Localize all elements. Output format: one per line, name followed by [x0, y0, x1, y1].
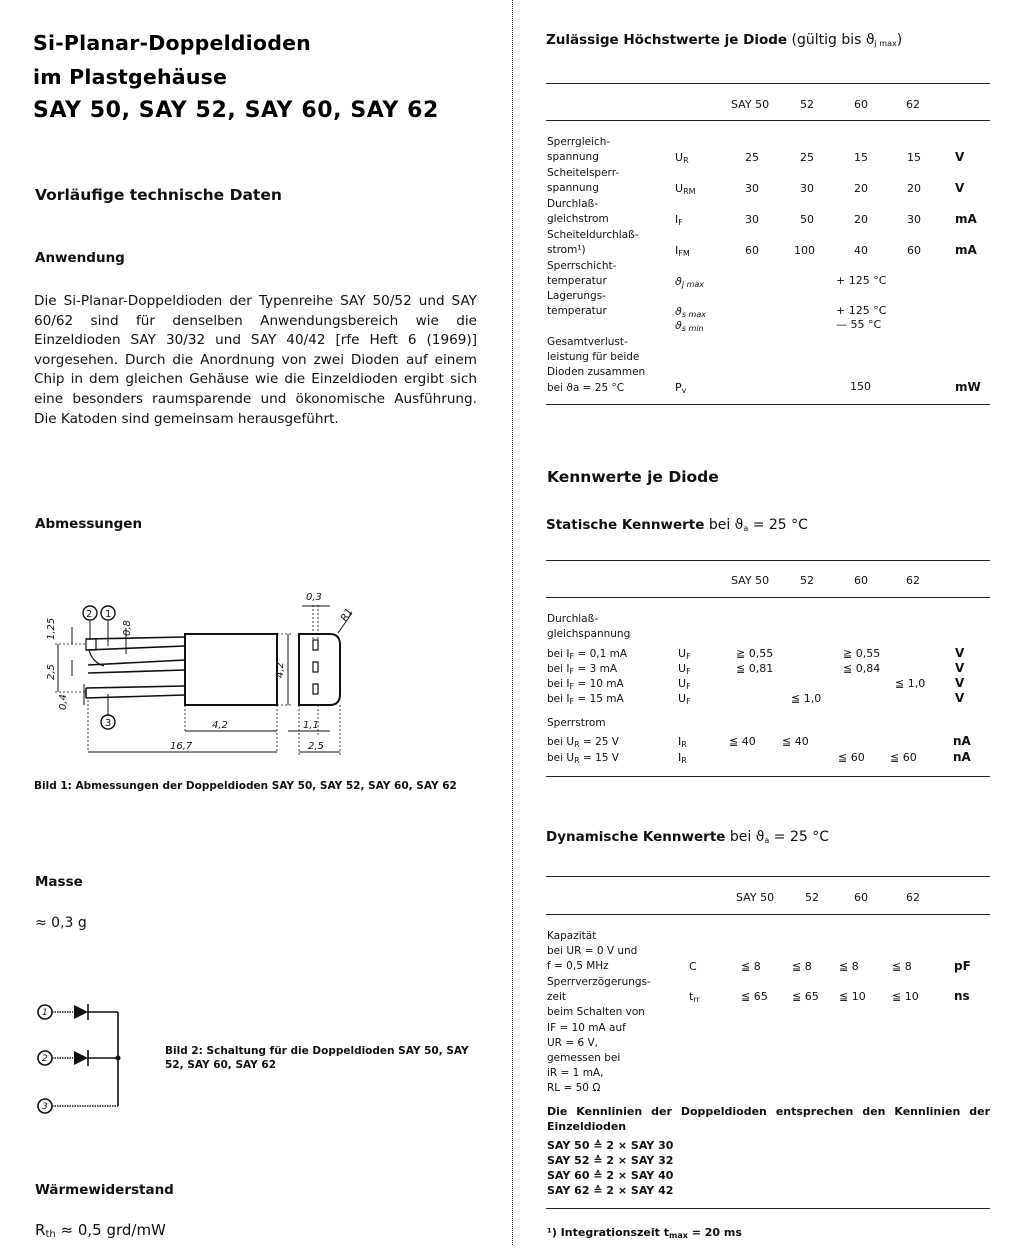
dim-0-3: 0,3 — [306, 592, 322, 603]
static-uf-row-1-symbol: $U_F$ — [678, 647, 691, 661]
static-ir-row-1-52: ≦ 40 — [782, 735, 809, 748]
dim-16-7: 16,7 — [170, 741, 193, 752]
max-ratings-top-rule — [546, 83, 990, 84]
column-divider — [512, 0, 514, 1245]
dim-0-8: 0,8 — [122, 620, 133, 636]
max-row-if-60: 20 — [854, 213, 868, 226]
static-col-62: 62 — [906, 574, 920, 587]
circuit-diagram — [0, 0, 48, 1112]
equivalence-list — [547, 1138, 673, 1198]
static-uf-row-2-unit: V — [955, 661, 965, 675]
figure-2-caption: Bild 2: Schaltung für die Doppeldioden SAY 50, SAY 52, SAY 60, SAY 62 — [165, 1045, 469, 1071]
static-uf-row-1-say50: ≧ 0,55 — [736, 647, 774, 660]
subtitle: Vorläufige technische Daten — [35, 186, 282, 204]
diode-2-icon — [74, 1051, 88, 1065]
dynamic-trr-unit: ns — [954, 989, 970, 1003]
static-heading-normal: bei ϑ — [708, 517, 744, 533]
static-uf-row-4-symbol: $U_F$ — [678, 692, 691, 706]
dynamic-cap-symbol: C — [689, 960, 697, 973]
static-heading-bold: Statische Kennwerte — [546, 517, 705, 533]
dynamic-heading-sub: a — [764, 836, 770, 845]
static-bottom-rule — [546, 776, 990, 777]
static-ir-row-2-unit: nA — [953, 750, 971, 764]
max-row-urm-60: 20 — [854, 182, 868, 195]
rth-subscript: th — [45, 1229, 56, 1240]
kennwerte-heading: Kennwerte je Diode — [547, 468, 719, 486]
dynamic-col-say50: SAY 50 — [736, 891, 775, 904]
title-line-3: SAY 50, SAY 52, SAY 60, SAY 62 — [33, 98, 439, 123]
waerme-value-line — [35, 1221, 166, 1240]
max-col-say50: SAY 50 — [731, 98, 770, 111]
static-uf-row-1-unit: V — [955, 646, 965, 660]
max-row-ifm-60: 40 — [854, 244, 868, 257]
max-row-ifm-symbol: $I_{FM}$ — [675, 244, 690, 258]
figure-1-caption: Bild 1: Abmessungen der Doppeldioden SAY 50, SAY 52, SAY 60, SAY 62 — [34, 780, 457, 792]
static-ir-row-2-62: ≦ 60 — [890, 751, 917, 764]
max-row-ifm-label: Scheiteldurchlaß- strom¹) — [547, 229, 639, 257]
static-uf-row-3-symbol: $U_F$ — [678, 677, 691, 691]
max-row-ur-label: Sperrgleich- spannung — [547, 136, 611, 164]
max-row-tj-symbol: $ϑ_{j max}$ — [675, 275, 705, 289]
static-heading-sub: a — [743, 524, 749, 533]
equivalence-item: SAY 62 ≙ 2 × SAY 42 — [547, 1184, 674, 1197]
dynamic-col-52: 52 — [805, 891, 819, 904]
static-ir-row-1-cond: bei $U_R = 25$ V — [547, 736, 619, 749]
max-row-pv-value: 150 — [850, 380, 871, 393]
max-row-urm-say50: 30 — [745, 182, 759, 195]
static-uf-row-2-60: ≦ 0,84 — [843, 662, 881, 675]
rth-value: ≈ 0,5 grd/mW — [60, 1221, 166, 1239]
circuit-pin-2: 2 — [42, 1054, 48, 1064]
static-col-52: 52 — [800, 574, 814, 587]
dynamic-trr-symbol: $t_{rr}$ — [689, 990, 700, 1004]
dynamic-cap-62: ≦ 8 — [892, 960, 912, 973]
static-uf-row-4-cond: bei $I_F = 15$ mA — [547, 693, 624, 706]
dynamic-cap-60: ≦ 8 — [839, 960, 859, 973]
max-row-tsmax-value: + 125 °C — [836, 304, 887, 317]
static-group-uf-label: Durchlaß- gleichspannung — [547, 613, 631, 641]
max-row-if-unit: mA — [955, 212, 977, 226]
diode-1-icon — [74, 1005, 88, 1019]
static-uf-row-1-cond: bei $I_F = 0,1$ mA — [547, 648, 628, 661]
static-ir-row-1-unit: nA — [953, 734, 971, 748]
static-ir-row-2-60: ≦ 60 — [838, 751, 865, 764]
dynamic-heading — [546, 829, 829, 845]
dim-1-1: 1,1 — [303, 720, 319, 731]
anwendung-heading: Anwendung — [35, 250, 125, 266]
max-row-ifm-unit: mA — [955, 243, 977, 257]
dim-2-5-width: 2,5 — [308, 741, 324, 752]
equivalence-text: Die Kennlinien der Doppeldioden entsprechen den Kennlinien der Einzeldioden — [547, 1105, 990, 1133]
static-uf-row-4-52: ≦ 1,0 — [791, 692, 822, 705]
max-ratings-heading-sub: j max — [874, 39, 897, 48]
static-top-rule — [546, 560, 990, 561]
dynamic-heading-normal: bei ϑ — [729, 829, 765, 845]
dim-r1: R1 — [339, 606, 356, 624]
static-uf-row-3-62: ≦ 1,0 — [895, 677, 926, 690]
abmessungen-heading: Abmessungen — [35, 516, 143, 532]
dynamic-trr-label: Sperrverzögerungs- zeit beim Schalten von IF = 10 mA auf UR = 6 V, gemessen bei iR = 1 mA, RL = 50 Ω — [547, 976, 651, 1095]
max-row-urm-52: 30 — [800, 182, 814, 195]
max-row-tsmin-symbol: $ϑ_{s min}$ — [675, 319, 704, 333]
dynamic-cap-52: ≦ 8 — [792, 960, 812, 973]
max-row-ur-62: 15 — [907, 151, 921, 164]
pin-1-label: 1 — [105, 609, 112, 620]
static-heading — [546, 517, 808, 533]
static-ir-row-2-cond: bei $U_R = 15$ V — [547, 752, 619, 765]
max-row-ur-60: 15 — [854, 151, 868, 164]
dynamic-trr-say50: ≦ 65 — [741, 990, 768, 1003]
max-col-52: 52 — [800, 98, 814, 111]
max-row-if-symbol: $I_F$ — [675, 213, 683, 227]
max-row-ts-label: Lagerungs- temperatur — [547, 290, 607, 318]
dynamic-heading-rest: = 25 °C — [769, 829, 829, 845]
dim-2-5: 2,5 — [46, 664, 57, 680]
static-uf-row-3-cond: bei $I_F = 10$ mA — [547, 678, 624, 691]
title-line-2: im Plastgehäuse — [33, 65, 228, 89]
static-ir-row-1-say50: ≦ 40 — [729, 735, 756, 748]
static-ir-row-2-symbol: $I_R$ — [678, 751, 687, 765]
static-uf-row-1-60: ≧ 0,55 — [843, 647, 881, 660]
dim-1-25: 1,25 — [46, 617, 57, 640]
static-col-say50: SAY 50 — [731, 574, 770, 587]
max-row-ur-symbol: $U_R$ — [675, 151, 689, 165]
max-row-urm-label: Scheitelsperr- spannung — [547, 167, 620, 195]
static-uf-row-2-cond: bei $I_F = 3$ mA — [547, 663, 617, 676]
anwendung-paragraph: Die Si-Planar-Doppeldioden der Typenreihe SAY 50/52 und SAY 60/62 sind für denselben Anwendungsbereich wie die Einzeldioden SAY 30/32 und SAY 40/42 [rfe Heft 6 (1969)] vorgesehen. Durch die Anordnung von zwei Dioden auf einem Chip in dem gleichen Gehäuse wie die Einzeldioden ergibt sich eine besonders raumsparende und ökonomische Ausführung. Die Katoden sind gemeinsam herausgeführt. — [34, 293, 477, 427]
masse-value: ≈ 0,3 g — [35, 915, 87, 931]
dynamic-cap-unit: pF — [954, 959, 971, 973]
max-ratings-heading-bold: Zulässige Höchstwerte je Diode — [546, 32, 788, 48]
max-row-if-label: Durchlaß- gleichstrom — [547, 198, 609, 226]
max-col-62: 62 — [906, 98, 920, 111]
dynamic-header-rule — [546, 914, 990, 915]
max-row-pv-label: Gesamtverlust- leistung für beide Dioden zusammen bei ϑa = 25 °C — [547, 336, 646, 394]
max-ratings-bottom-rule — [546, 404, 990, 405]
static-group-ir-label: Sperrstrom — [547, 717, 606, 729]
footnote-rule — [546, 1208, 990, 1209]
max-row-if-62: 30 — [907, 213, 921, 226]
equivalence-item: SAY 50 ≙ 2 × SAY 30 — [547, 1139, 674, 1152]
footnote: ¹) Integrationszeit $t_{max} = 20$ ms — [547, 1226, 742, 1240]
max-row-ur-52: 25 — [800, 151, 814, 164]
dynamic-trr-60: ≦ 10 — [839, 990, 866, 1003]
static-ir-row-1-symbol: $I_R$ — [678, 735, 687, 749]
circuit-pin-3: 3 — [42, 1102, 48, 1112]
dynamic-trr-52: ≦ 65 — [792, 990, 819, 1003]
max-row-if-say50: 30 — [745, 213, 759, 226]
max-row-urm-unit: V — [955, 181, 965, 195]
pin-2-label: 2 — [86, 609, 93, 620]
max-ratings-heading-close: ) — [896, 32, 903, 48]
dynamic-col-60: 60 — [854, 891, 868, 904]
static-uf-row-4-unit: V — [955, 691, 965, 705]
circuit-pin-1: 1 — [42, 1008, 48, 1018]
max-row-pv-symbol: $P_v$ — [675, 381, 687, 395]
equivalence-item: SAY 52 ≙ 2 × SAY 32 — [547, 1154, 674, 1167]
dynamic-col-62: 62 — [906, 891, 920, 904]
max-row-tsmin-value: — 55 °C — [836, 318, 882, 331]
static-uf-row-2-symbol: $U_F$ — [678, 662, 691, 676]
max-row-urm-62: 20 — [907, 182, 921, 195]
masse-heading: Masse — [35, 874, 83, 890]
max-row-tj-value: + 125 °C — [836, 274, 887, 287]
static-header-rule — [546, 597, 990, 598]
document-title — [33, 26, 439, 128]
max-row-ifm-say50: 60 — [745, 244, 759, 257]
dynamic-cap-say50: ≦ 8 — [741, 960, 761, 973]
max-row-ur-say50: 25 — [745, 151, 759, 164]
static-uf-row-2-say50: ≦ 0,81 — [736, 662, 774, 675]
max-row-ifm-62: 60 — [907, 244, 921, 257]
equivalence-item: SAY 60 ≙ 2 × SAY 40 — [547, 1169, 674, 1182]
static-heading-rest: = 25 °C — [748, 517, 808, 533]
max-row-tsmax-symbol: $ϑ_{s max}$ — [675, 305, 706, 319]
max-ratings-header-rule — [546, 120, 990, 121]
max-row-tj-label: Sperrschicht- temperatur — [547, 260, 617, 288]
waerme-heading: Wärmewiderstand — [35, 1182, 174, 1198]
junction-dot-icon — [116, 1056, 121, 1061]
dynamic-cap-label: Kapazität bei UR = 0 V und f = 0,5 MHz — [547, 930, 638, 973]
max-col-60: 60 — [854, 98, 868, 111]
rth-symbol: R — [35, 1221, 46, 1239]
max-ratings-heading — [546, 32, 902, 48]
max-row-ifm-52: 100 — [794, 244, 815, 257]
max-row-urm-symbol: $U_{RM}$ — [675, 182, 696, 196]
dim-4-2-height: 4,2 — [275, 662, 286, 678]
max-ratings-heading-normal: (gültig bis ϑ — [791, 32, 875, 48]
dim-0-4: 0,4 — [58, 694, 69, 710]
static-uf-row-3-unit: V — [955, 676, 965, 690]
dynamic-trr-62: ≦ 10 — [892, 990, 919, 1003]
dynamic-heading-bold: Dynamische Kennwerte — [546, 829, 726, 845]
pin-3-label: 3 — [105, 718, 112, 729]
max-row-ur-unit: V — [955, 150, 965, 164]
max-row-pv-unit: mW — [955, 380, 981, 394]
title-line-1: Si-Planar-Doppeldioden — [33, 31, 311, 55]
max-row-if-52: 50 — [800, 213, 814, 226]
dynamic-top-rule — [546, 876, 990, 877]
static-col-60: 60 — [854, 574, 868, 587]
dim-4-2-width: 4,2 — [212, 720, 228, 731]
